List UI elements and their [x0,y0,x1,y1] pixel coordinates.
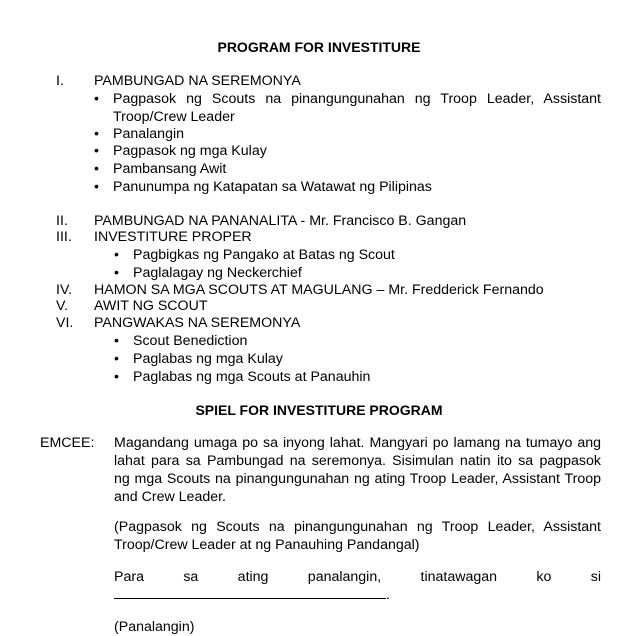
spiel-title: SPIEL FOR INVESTITURE PROGRAM [195,402,443,418]
paragraph-line: Troop/Crew Leader at ng Panauhing Pandangal) [114,537,420,553]
bullet-icon: • [114,247,119,263]
list-item-text: Pagpasok ng Scouts na pinangungunahan ng Troop Leader, Assistant Troop/Crew Leader [113,91,601,125]
section-title: AWIT NG SCOUT [94,298,208,314]
spiel-paragraph [114,618,601,636]
bullet-icon: • [114,369,119,385]
bullet-icon: • [114,265,119,281]
paragraph-line: (Pagpasok ng Scouts na pinangungunahan ng Troop Leader, Assistant [114,519,601,535]
bullet-icon: • [94,143,99,159]
list-item-text: Pagpasok ng mga Kulay [113,143,267,159]
bullet-icon: • [94,126,99,142]
paragraph-line: Para sa ating panalangin, tinatawagan ko si [114,569,601,585]
bullet-icon: • [114,333,119,349]
section-title: INVESTITURE PROPER [94,229,252,245]
paragraph-line: (Panalangin) [114,619,195,635]
list-item-text: Panunumpa ng Katapatan sa Watawat ng Pilipinas [113,179,432,195]
emcee-label: EMCEE: [40,435,95,451]
list-item-text: Pambansang Awit [113,161,227,177]
bullet-icon: • [94,161,99,177]
paragraph-line: lahat para sa Pambungad na seremonya. Sisimulan natin ito sa pagpasok [114,453,601,469]
list-item-text: Scout Benediction [133,333,248,349]
blank-line [114,586,601,604]
list-item-text: Pagbigkas ng Pangako at Batas ng Scout [133,247,395,263]
section-title: HAMON SA MGA SCOUTS AT MAGULANG – Mr. Fredderick Fernando [94,282,544,298]
section-title: PAMBUNGAD NA PANANALITA - Mr. Francisco B. Gangan [94,213,467,229]
list-item-text: Paglalagay ng Neckerchief [133,265,302,281]
bullet-icon: • [114,351,119,367]
spiel-paragraph [114,434,601,506]
spiel-paragraph [114,518,601,554]
program-title: PROGRAM FOR INVESTITURE [217,39,421,55]
section-title: PANGWAKAS NA SEREMONYA [94,315,301,331]
section-title: PAMBUNGAD NA SEREMONYA [94,73,301,89]
list-item-text: Paglabas ng mga Kulay [133,351,283,367]
section-numeral: II. [56,213,68,229]
section-numeral: I. [56,73,64,89]
section-numeral: V. [56,298,69,314]
signature-blank [114,588,386,599]
blank-period: . [386,587,390,603]
bullet-icon: • [94,179,99,195]
section-numeral: III. [56,229,72,245]
paragraph-line: ng mga Scouts na pinangungunahan ng ating Troop Leader, Assistant Troop [114,471,601,487]
list-item-text: Panalangin [113,126,184,142]
spiel-paragraph [114,568,601,604]
section-numeral: VI. [56,315,74,331]
section-numeral: IV. [56,282,73,298]
list-item-text: Paglabas ng mga Scouts at Panauhin [133,369,371,385]
paragraph-line: and Crew Leader. [114,489,226,505]
paragraph-line: Magandang umaga po sa inyong lahat. Mangyari po lamang na tumayo ang [114,435,601,451]
bullet-icon: • [94,91,99,107]
